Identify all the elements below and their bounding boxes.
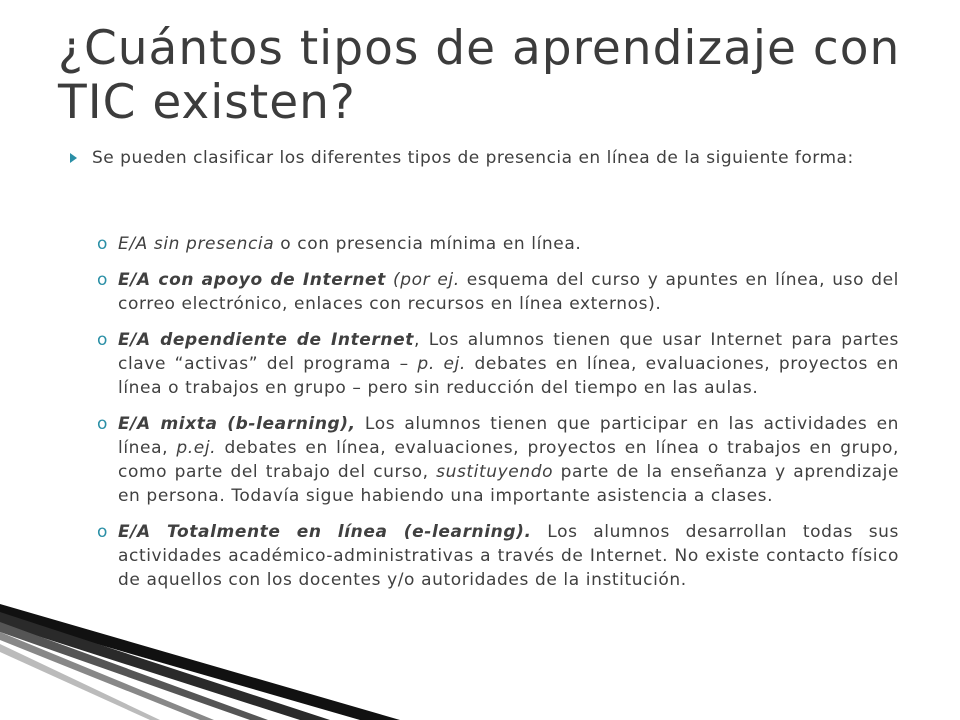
item-term: E/A con apoyo de Internet [118,270,386,290]
circle-bullet-icon: o [97,522,109,542]
list-item [97,268,899,316]
item-text: o con presencia mínima en línea. [274,234,582,254]
item-term: E/A mixta (b-learning), [118,414,356,434]
item-text: parte de la enseñanza y aprendizaje en persona. Todavía sigue habiendo una importante asistencia a clases. [118,462,899,506]
triangle-bullet-icon [70,153,77,163]
item-text: esquema del curso y apuntes en línea, uso del correo electrónico, enlaces con recursos en línea externos). [118,270,899,314]
circle-bullet-icon: o [97,234,109,254]
slide-title: ¿Cuántos tipos de aprendizaje con TIC existen? [58,21,901,130]
item-text: Los alumnos desarrollan todas sus actividades académico-administrativas a través de Internet. No existe contacto físico de aquellos con los docentes y/o autoridades de la institución. [118,522,899,590]
item-text: sustituyendo [436,462,554,482]
item-text: (por ej. [385,270,460,290]
item-text: debates en línea, evaluaciones, proyectos en línea o trabajos en grupo – pero sin reducción del tiempo en las aulas. [118,354,899,398]
list-item [97,232,899,256]
circle-bullet-icon: o [97,270,109,290]
lead-text: Se pueden clasificar los diferentes tipos de presencia en línea de la siguiente forma: [92,148,854,168]
circle-bullet-icon: o [97,414,109,434]
item-text: p.ej. [176,438,217,458]
item-term: E/A dependiente de Internet [118,330,414,350]
lead-paragraph [70,146,910,170]
item-term: E/A Totalmente en línea (e-learning). [118,522,532,542]
item-text: , Los alumnos tienen que usar Internet para partes clave “activas” del programa – [118,330,899,374]
item-text: debates en línea, evaluaciones, proyectos en línea o trabajos en grupo, como parte del trabajo del curso, [118,438,900,482]
circle-bullet-icon: o [97,330,109,350]
list-item [97,520,899,592]
item-term: E/A sin presencia [118,234,275,254]
item-text: Los alumnos tienen que participar en las actividades en línea, [118,414,900,458]
list-item [97,328,899,400]
list-item [97,412,899,508]
type-list [97,232,899,604]
item-text: p. ej. [417,354,466,374]
